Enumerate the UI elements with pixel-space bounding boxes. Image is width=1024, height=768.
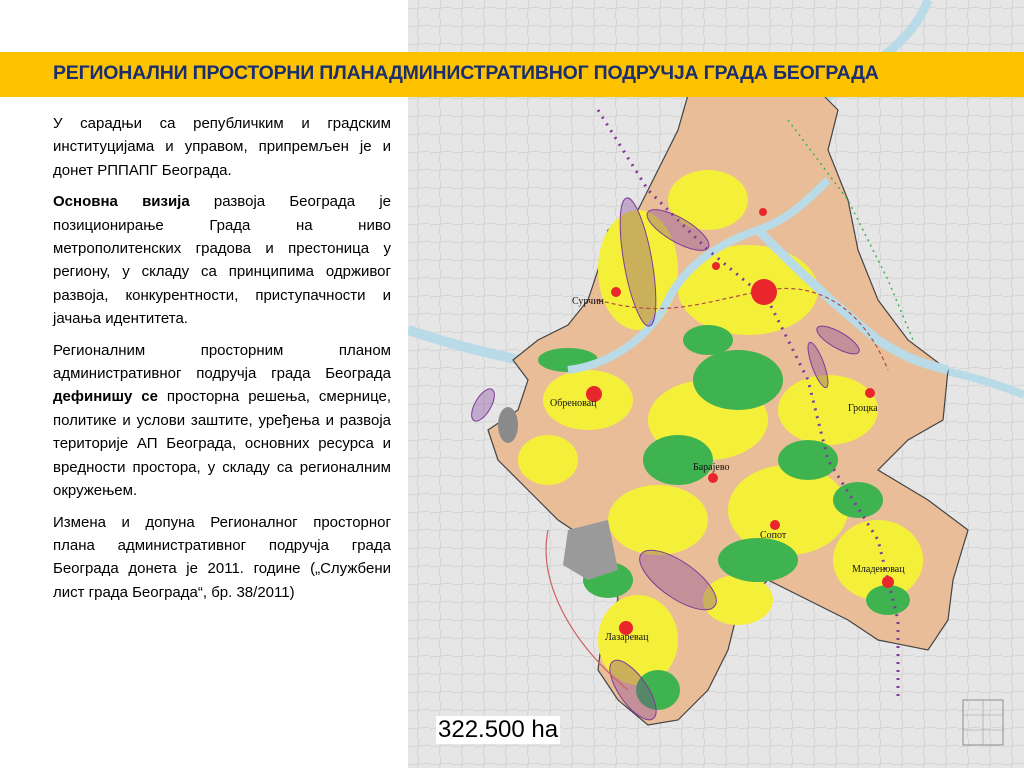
paragraph-1: У сарадњи са републичким и градским институцијама и управом, припремљен је и донет РППАПГ Београда. [53,115,391,179]
title-part-2: АДМИНИСТРАТИВНОГ ПОДРУЧЈА ГРАДА БЕОГРАДА [374,62,879,84]
industrial-zone-obrenovac [498,407,518,443]
regional-plan-map [408,0,1024,768]
town-label-obrenovac: Обреновац [550,398,597,409]
town-label-lazarevac: Лазаревац [605,632,649,643]
paragraph-3-start: Регионалним просторним планом административног подручја града Београда [53,341,391,383]
paragraph-2-bold: Основна визија [53,193,190,211]
paragraph-2 [53,190,391,330]
paragraph-3-rest: просторна решења, смернице, политике и услови заштите, уређења и развоја територије АП Београда, основних ресурса и вредности простора, у складу са регионалним окружењем. [53,388,391,500]
town-label-sopot: Сопот [760,530,787,541]
slide-title [53,62,879,85]
town-label-surcin: Сурчин [572,296,604,307]
title-part-1: РЕГИОНАЛНИ ПРОСТОРНИ ПЛАН [53,62,375,84]
body-text [53,112,391,612]
area-label: 322.500 ha [438,716,559,743]
paragraph-3-bold: дефинишу се [53,388,158,406]
map-graphic [408,0,1024,768]
paragraph-2-rest: развоја Београда је позиционирање Града на ниво метрополитенских градова и престоница у региону, у складу са принципима одрживог развоја, конкурентности, приступачности и јачања идентитета. [53,193,391,328]
town-label-barajevo: Барајево [693,462,730,473]
paragraph-3 [53,339,391,503]
town-label-grocka: Гроцка [848,403,878,414]
paragraph-4: Измена и допуна Регионалног просторног плана административног подручја града Београда донета је 2011. године („Службени лист града Београда“, бр. 38/2011) [53,513,391,601]
town-label-mladenovac: Младеновац [852,564,905,575]
